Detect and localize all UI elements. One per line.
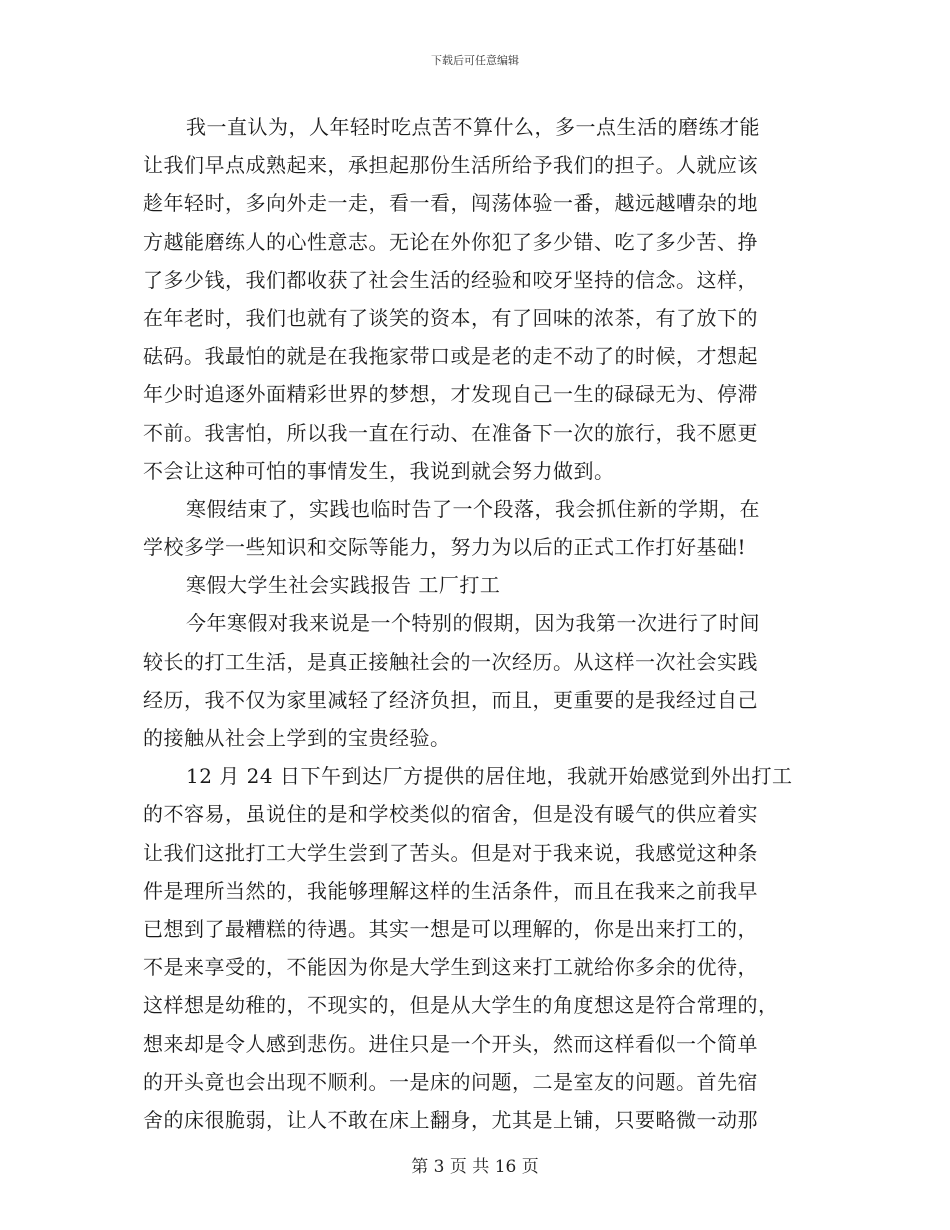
text-line: 砝码。我最怕的就是在我拖家带口或是老的走不动了的时候，才想起 [143,344,758,369]
text-line: 了多少钱，我们都收获了社会生活的经验和咬牙坚持的信念。这样， [143,267,758,292]
text-line: 趁年轻时，多向外走一走，看一看，闯荡体验一番，越远越嘈杂的地 [143,191,758,216]
text-line: 的不容易，虽说住的是和学校类似的宿舍，但是没有暖气的供应着实 [143,802,758,827]
text-line: 想来却是令人感到悲伤。进住只是一个开头，然而这样看似一个简单 [143,1031,758,1056]
text-line: 经历，我不仅为家里减轻了经济负担，而且，更重要的是我经过自己 [143,687,758,712]
text-line: 不前。我害怕，所以我一直在行动、在准备下一次的旅行，我不愿更 [143,420,758,445]
text-line: 方越能磨练人的心性意志。无论在外你犯了多少错、吃了多少苦、挣 [143,229,758,254]
text-line: 舍的床很脆弱，让人不敢在床上翻身，尤其是上铺，只要略微一动那 [143,1107,758,1132]
text-line: 年少时追逐外面精彩世界的梦想，才发现自己一生的碌碌无为、停滞 [143,382,758,407]
text-line: 学校多学一些知识和交际等能力，努力为以后的正式工作打好基础! [143,535,747,560]
text-line: 寒假结束了，实践也临时告了一个段落，我会抓住新的学期，在 [186,496,760,521]
text-line: 这样想是幼稚的，不现实的，但是从大学生的角度想这是符合常理的， [143,993,779,1018]
text-line: 不是来享受的，不能因为你是大学生到这来打工就给你多余的优待， [143,955,758,980]
page-header: 下载后可任意编辑 [431,54,519,67]
page-number-footer: 第 3 页 共 16 页 [411,1157,539,1177]
text-line: 我一直认为，人年轻时吃点苦不算什么，多一点生活的磨练才能 [186,115,760,139]
text-line: 的接触从社会上学到的宝贵经验。 [143,726,451,750]
text-line: 的开头竟也会出现不顺利。一是床的问题，二是室友的问题。首先宿 [143,1069,758,1094]
text-line: 较长的打工生活，是真正接触社会的一次经历。从这样一次社会实践 [143,649,758,674]
section-heading: 寒假大学生社会实践报告 工厂打工 [186,573,501,598]
text-line: 让我们早点成熟起来，承担起那份生活所给予我们的担子。人就应该 [143,153,758,178]
text-line: 让我们这批打工大学生尝到了苦头。但是对于我来说，我感觉这种条 [143,840,758,865]
text-line: 件是理所当然的，我能够理解这样的生活条件，而且在我来之前我早 [143,878,758,903]
text-line: 已想到了最糟糕的待遇。其实一想是可以理解的，你是出来打工的， [143,916,758,941]
text-line: 今年寒假对我来说是一个特别的假期，因为我第一次进行了时间 [186,611,760,636]
document-body [143,108,813,1139]
text-line: 12 月 24 日下午到达厂方提供的居住地，我就开始感觉到外出打工 [186,764,793,789]
text-line: 在年老时，我们也就有了谈笑的资本，有了回味的浓茶，有了放下的 [143,305,758,330]
text-line: 不会让这种可怕的事情发生，我说到就会努力做到。 [143,458,615,483]
